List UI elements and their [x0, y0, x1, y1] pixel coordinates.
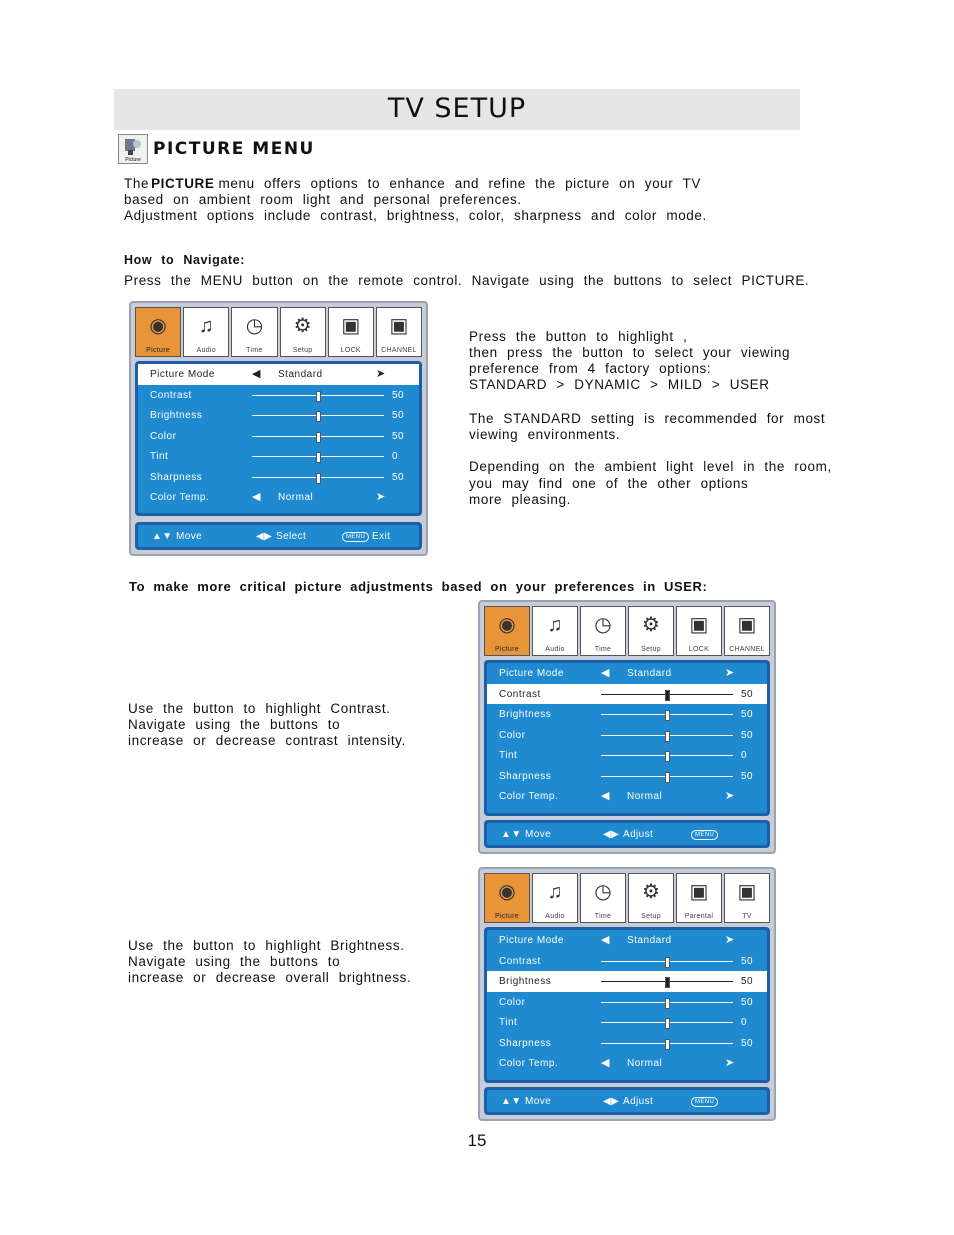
page-title: TV SETUP [387, 93, 527, 124]
slider-knob[interactable] [665, 710, 670, 721]
menu-pill: MENU [691, 830, 718, 840]
title-bar [114, 89, 800, 130]
tab-time[interactable]: ◷ Time [231, 307, 277, 357]
slider-knob[interactable] [316, 411, 321, 422]
tab-lock[interactable]: ▣ LOCK [328, 307, 374, 357]
slider[interactable] [601, 1022, 733, 1023]
slider[interactable] [252, 395, 384, 396]
left-arrow-icon[interactable]: ◀ [601, 790, 610, 802]
contrast-text-1: Use the button to highlight Contrast. [128, 701, 391, 716]
footer-move: Move [176, 531, 203, 542]
speaker-icon: ♫ [198, 315, 214, 337]
right-arrow-icon[interactable]: ➤ [376, 491, 386, 503]
slider[interactable] [601, 961, 733, 962]
move-arrows-icon: ▲▼ [501, 829, 522, 840]
slider[interactable] [601, 714, 733, 715]
menu-footer [135, 522, 422, 550]
intro-prefix: The [124, 176, 150, 191]
slider[interactable] [252, 477, 384, 478]
mode-text-5: The STANDARD setting is recommended for most [469, 411, 826, 426]
menu-row-contrast[interactable]: Contrast 50 [150, 389, 405, 401]
menu-row-color[interactable]: Color 50 [499, 729, 754, 741]
contrast-text-3: increase or decrease contrast intensity. [128, 733, 406, 748]
left-arrow-icon[interactable]: ◀ [601, 667, 610, 679]
slider-knob[interactable] [665, 977, 670, 988]
slider[interactable] [601, 981, 733, 982]
menu-row-color-temp[interactable]: Color Temp. ◀ Normal ➤ [499, 790, 735, 802]
mode-text-1: Press the button to highlight , [469, 329, 688, 344]
slider[interactable] [601, 755, 733, 756]
tab-time[interactable]: ◷ Time [580, 606, 626, 656]
slider[interactable] [601, 735, 733, 736]
tab-audio[interactable]: ♫ Audio [532, 873, 578, 923]
menu-footer [484, 820, 770, 848]
tab-tv[interactable]: ▣ TV [724, 873, 770, 923]
slider-knob[interactable] [665, 1018, 670, 1029]
intro-line-2: based on ambient room light and personal preferences. [124, 192, 522, 207]
menu-panel [135, 361, 422, 516]
tv-menu-3 [478, 867, 776, 1121]
menu-tab-bar [135, 307, 422, 357]
mode-text-3: preference from 4 factory options: [469, 361, 712, 376]
clock-icon: ◷ [594, 881, 612, 903]
speaker-icon: ♫ [547, 614, 563, 636]
wrench-icon: ⚙ [642, 614, 660, 636]
slider-knob[interactable] [665, 957, 670, 968]
camera-icon: ◉ [149, 315, 167, 337]
tab-picture[interactable]: ◉ Picture [135, 307, 181, 357]
monitor-icon: ▣ [389, 315, 409, 337]
menu-row-picture-mode[interactable]: Picture Mode ◀ Standard ➤ [499, 667, 735, 679]
menu-row-brightness[interactable]: Brightness 50 [487, 971, 767, 992]
page-number: 15 [467, 1131, 487, 1150]
move-arrows-icon: ▲▼ [152, 531, 173, 542]
menu-row-sharpness[interactable]: Sharpness 50 [499, 1037, 754, 1049]
menu-tab-bar [484, 873, 770, 923]
slider[interactable] [601, 1002, 733, 1003]
picture-section-icon [118, 134, 148, 164]
select-arrows-icon: ◀▶ [256, 531, 273, 542]
menu-row-tint[interactable]: Tint 0 [150, 451, 399, 462]
menu-row-brightness[interactable]: Brightness 50 [150, 410, 405, 421]
tab-channel[interactable]: ▣ CHANNEL [724, 606, 770, 656]
tv-menu-2 [478, 600, 776, 854]
clock-icon: ◷ [245, 315, 264, 337]
lock-icon: ▣ [689, 881, 709, 903]
adjust-arrows-icon: ◀▶ [603, 829, 620, 840]
tab-audio[interactable]: ♫ Audio [183, 307, 229, 357]
tab-setup[interactable]: ⚙ Setup [628, 873, 674, 923]
menu-row-brightness[interactable]: Brightness 50 [499, 709, 754, 720]
menu-footer [484, 1087, 770, 1115]
navigate-heading: How to Navigate: [124, 253, 245, 267]
slider-knob[interactable] [665, 772, 670, 783]
menu-row-color-temp[interactable]: Color Temp. ◀ Normal ➤ [150, 491, 386, 503]
menu-row-picture-mode[interactable]: Picture Mode ◀ Standard ➤ [499, 934, 735, 946]
camera-icon: ◉ [498, 614, 516, 636]
intro-line-1 [124, 176, 701, 192]
menu-pill: MENU [342, 532, 369, 542]
tab-parental[interactable]: ▣ Parental [676, 873, 722, 923]
left-arrow-icon[interactable]: ◀ [252, 368, 261, 380]
tab-picture[interactable]: ◉ Picture [484, 606, 530, 656]
menu-row-tint[interactable]: Tint 0 [499, 750, 748, 761]
menu-panel [484, 927, 770, 1083]
menu-row-color-temp[interactable]: Color Temp. ◀ Normal ➤ [499, 1057, 735, 1069]
slider-knob[interactable] [665, 690, 670, 701]
tab-picture[interactable]: ◉ Picture [484, 873, 530, 923]
contrast-text-2: Navigate using the buttons to [128, 717, 341, 732]
left-arrow-icon[interactable]: ◀ [252, 491, 261, 503]
wrench-icon: ⚙ [642, 881, 660, 903]
brightness-text-1: Use the button to highlight Brightness. [128, 938, 405, 953]
slider-knob[interactable] [665, 731, 670, 742]
clock-icon: ◷ [594, 614, 612, 636]
footer-adjust: Adjust [623, 1096, 654, 1107]
footer-move: Move [525, 829, 552, 840]
mode-text-9: more pleasing. [469, 492, 571, 507]
mode-text-6: viewing environments. [469, 427, 621, 442]
slider-knob[interactable] [316, 391, 321, 402]
menu-panel [484, 660, 770, 816]
slider[interactable] [601, 694, 733, 695]
tab-setup[interactable]: ⚙ Setup [280, 307, 326, 357]
menu-row-color[interactable]: Color 50 [150, 430, 405, 442]
picture-icon-label: Picture [125, 157, 141, 163]
intro-rest: menu offers options to enhance and refine the picture on your TV [218, 176, 701, 191]
right-arrow-icon[interactable]: ➤ [725, 1057, 735, 1069]
critical-heading: To make more critical picture adjustments based on your preferences in USER: [129, 579, 708, 594]
slider-knob[interactable] [665, 751, 670, 762]
wrench-icon: ⚙ [293, 315, 312, 337]
menu-row-contrast[interactable]: Contrast 50 [487, 684, 767, 705]
slider-knob[interactable] [665, 1039, 670, 1050]
slider[interactable] [252, 436, 384, 437]
intro-line-3: Adjustment options include contrast, brightness, color, sharpness and color mode. [124, 208, 707, 223]
left-arrow-icon[interactable]: ◀ [601, 934, 610, 946]
mode-text-7: Depending on the ambient light level in the room, [469, 459, 832, 474]
slider-knob[interactable] [316, 473, 321, 484]
section-title: PICTURE MENU [153, 139, 315, 159]
right-arrow-icon[interactable]: ➤ [725, 667, 735, 679]
tab-setup[interactable]: ⚙ Setup [628, 606, 674, 656]
monitor-icon: ▣ [737, 881, 757, 903]
menu-row-contrast[interactable]: Contrast 50 [499, 955, 754, 967]
menu-row-tint[interactable]: Tint 0 [499, 1017, 748, 1028]
lock-icon: ▣ [341, 315, 361, 337]
tab-channel[interactable]: ▣ CHANNEL [376, 307, 422, 357]
adjust-arrows-icon: ◀▶ [603, 1096, 620, 1107]
tab-time[interactable]: ◷ Time [580, 873, 626, 923]
mode-text-8: you may find one of the other options [469, 476, 749, 491]
right-arrow-icon[interactable]: ➤ [725, 790, 735, 802]
camera-icon: ◉ [498, 881, 516, 903]
tv-menu-1 [129, 301, 428, 556]
brightness-text-2: Navigate using the buttons to [128, 954, 341, 969]
footer-select: Select [276, 531, 307, 542]
lock-icon: ▣ [689, 614, 709, 636]
menu-row-picture-mode[interactable]: Picture Mode ◀ Standard ➤ [138, 364, 419, 385]
slider[interactable] [252, 415, 384, 416]
tab-audio[interactable]: ♫ Audio [532, 606, 578, 656]
menu-row-color[interactable]: Color 50 [499, 996, 754, 1008]
menu-tab-bar [484, 606, 770, 656]
menu-pill: MENU [691, 1097, 718, 1107]
intro-bold: PICTURE [151, 176, 215, 191]
slider-knob[interactable] [316, 432, 321, 443]
footer-move: Move [525, 1096, 552, 1107]
slider-knob[interactable] [316, 452, 321, 463]
tab-lock[interactable]: ▣ LOCK [676, 606, 722, 656]
slider[interactable] [252, 456, 384, 457]
mode-text-4: STANDARD > DYNAMIC > MILD > USER [469, 377, 770, 392]
slider[interactable] [601, 1043, 733, 1044]
slider-knob[interactable] [665, 998, 670, 1009]
menu-row-sharpness[interactable]: Sharpness 50 [499, 770, 754, 782]
navigate-text: Press the MENU button on the remote control. Navigate using the buttons to select PICTURE. [124, 273, 810, 288]
footer-exit: Exit [372, 531, 391, 542]
speaker-icon: ♫ [547, 881, 563, 903]
menu-row-sharpness[interactable]: Sharpness 50 [150, 471, 405, 483]
left-arrow-icon[interactable]: ◀ [601, 1057, 610, 1069]
mode-text-2: then press the button to select your viewing [469, 345, 791, 360]
monitor-icon: ▣ [737, 614, 757, 636]
brightness-text-3: increase or decrease overall brightness. [128, 970, 412, 985]
right-arrow-icon[interactable]: ➤ [725, 934, 735, 946]
slider[interactable] [601, 776, 733, 777]
move-arrows-icon: ▲▼ [501, 1096, 522, 1107]
right-arrow-icon[interactable]: ➤ [376, 368, 386, 380]
footer-adjust: Adjust [623, 829, 654, 840]
